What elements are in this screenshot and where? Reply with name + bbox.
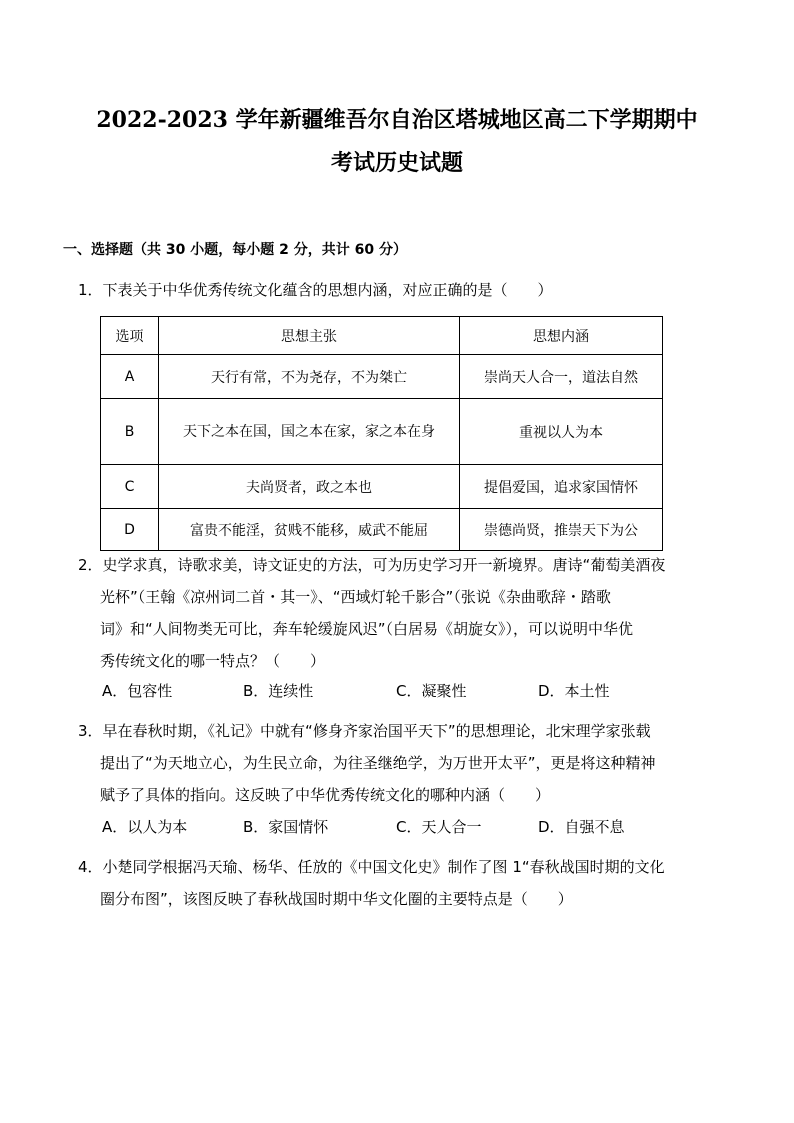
table-cell: A (101, 355, 159, 399)
question-number: 4． (78, 858, 103, 876)
question-line: 提出了“为天地立心，为生民立命，为往圣继绝学，为万世开太平”，更是将这种精神 (100, 754, 656, 772)
table-row (101, 465, 663, 509)
question-line: 3．早在春秋时期，《礼记》中就有“修身齐家治国平天下”的思想理论，北宋理学家张载 (78, 722, 651, 740)
question-1-table (100, 316, 663, 551)
option-a: A．包容性 (102, 682, 173, 700)
table-cell: 崇德尚贤，推崇天下为公 (460, 509, 663, 551)
option-c: C．凝聚性 (396, 682, 467, 700)
table-cell: 提倡爱国，追求家国情怀 (460, 465, 663, 509)
table-header-cell: 选项 (101, 317, 159, 355)
table-cell: 重视以人为本 (460, 399, 663, 465)
question-line: 光杯”（王翰《凉州词二首・其一》、“西域灯轮千影合”（张说《杂曲歌辞・踏歌 (100, 588, 611, 606)
question-2 (78, 549, 718, 677)
question-line: 秀传统文化的哪一特点？（ ） (100, 652, 326, 670)
question-2-options (102, 680, 722, 704)
table-header-cell: 思想内涵 (460, 317, 663, 355)
question-line: 4．小楚同学根据冯天瑜、杨华、任放的《中国文化史》制作了图 1“春秋战国时期的文化 (78, 858, 665, 876)
table-row (101, 399, 663, 465)
question-line: 2．史学求真，诗歌求美，诗文证史的方法，可为历史学习开一新境界。唐诗“葡萄美酒夜 (78, 556, 666, 574)
table-cell: 天下之本在国，国之本在家，家之本在身 (159, 399, 460, 465)
question-4 (78, 851, 718, 915)
option-a: A．以人为本 (102, 818, 188, 836)
option-b: B．连续性 (243, 682, 314, 700)
question-line: 词》和“人间物类无可比，奔车轮缓旋风迟”（白居易《胡旋女》），可以说明中华优 (100, 620, 634, 638)
exam-title-line1: 2022-2023 学年新疆维吾尔自治区塔城地区高二下学期期中 (96, 107, 698, 133)
question-line: 圈分布图”，该图反映了春秋战国时期中华文化圈的主要特点是（ ） (100, 890, 573, 908)
question-3 (78, 715, 718, 811)
table-cell: 天行有常，不为尧存，不为桀亡 (159, 355, 460, 399)
question-number: 1． (78, 281, 103, 299)
table-cell: D (101, 509, 159, 551)
option-b: B．家国情怀 (243, 818, 329, 836)
table-header-row (101, 317, 663, 355)
table-cell: 夫尚贤者，政之本也 (159, 465, 460, 509)
section-heading: 一、选择题（共 30 小题，每小题 2 分，共计 60 分） (63, 242, 407, 258)
table-cell: C (101, 465, 159, 509)
option-d: D．本土性 (538, 682, 610, 700)
table-cell: 崇尚天人合一，道法自然 (460, 355, 663, 399)
option-c: C．天人合一 (396, 818, 482, 836)
question-line: 赋予了具体的指向。这反映了中华优秀传统文化的哪种内涵（ ） (100, 786, 551, 804)
table-header-cell: 思想主张 (159, 317, 460, 355)
question-1 (78, 274, 718, 306)
question-stem: 下表关于中华优秀传统文化蕴含的思想内涵，对应正确的是（ ） (102, 281, 553, 299)
question-number: 3． (78, 722, 103, 740)
option-d: D．自强不息 (538, 818, 625, 836)
table-row (101, 509, 663, 551)
question-3-options (102, 816, 722, 840)
table-cell: 富贵不能淫，贫贱不能移，威武不能屈 (159, 509, 460, 551)
table-cell: B (101, 399, 159, 465)
exam-title-line2: 考试历史试题 (330, 150, 463, 176)
question-number: 2． (78, 556, 103, 574)
table-row (101, 355, 663, 399)
